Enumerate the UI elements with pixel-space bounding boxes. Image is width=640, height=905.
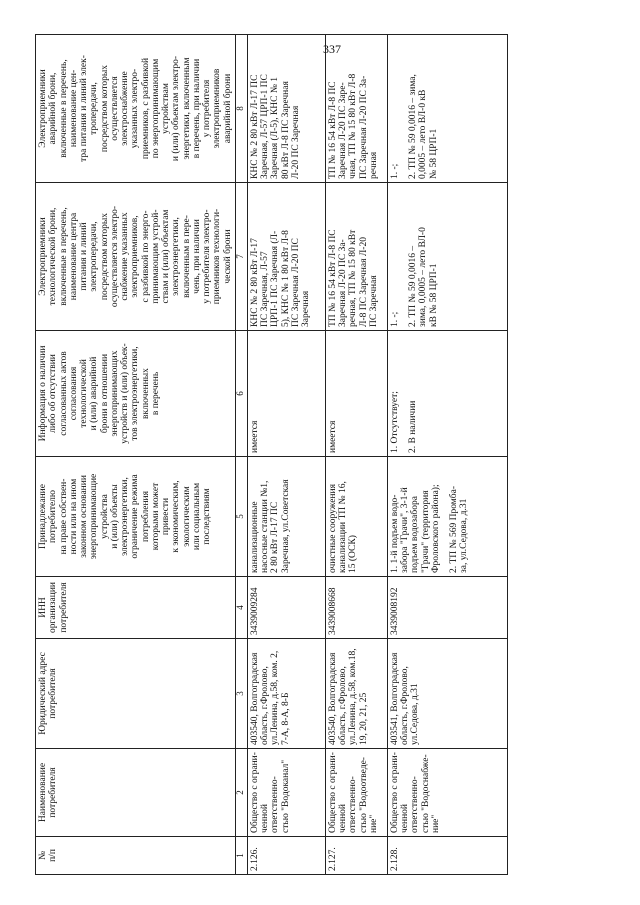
- table-row: [325, 35, 387, 875]
- emergency-armor-item: 2. ТП № 59 0,0016 – зима, 0,0005 – лето ВЛ-0 кВ № 58 ЦРП-1: [408, 74, 439, 179]
- emergency-armor-cell: ТП № 16 54 кВт Л-8 ПС Заречная Л-20 ПС Заре- чная, ТП № 15 80 кВт Л-8 ПС Заречная Л-20 ПС За- речная: [325, 35, 387, 183]
- inn-value: 3439008192: [387, 577, 507, 639]
- header-num: № п/п: [36, 837, 236, 875]
- header-inn: ИНН организации потребителя: [36, 577, 236, 639]
- consumer-name: Общество с ограни- ченной ответственно- стью "Водоотведе- ние": [325, 749, 387, 837]
- page-number: 337: [323, 42, 341, 56]
- emergency-armor-item: 1. -;: [389, 163, 400, 179]
- tech-armor-cell: КНС № 2 80 кВт Л-17 ПС Заречная, Л-57 ЦРП-1 ПС Заречная (Л- 5), КНС № 1 80 кВт Л-8 ПС Заречная Л-20 ПС Заречная: [247, 183, 325, 331]
- tech-armor-item: 2. ТП № 59 0,0016 – зима, 0,0005 – лето ВЛ-0 кВ № 58 ЦРП-1: [408, 227, 439, 327]
- header-emergency-armor: Электроприемники аварийной брони, включенные в перечень, наименование цен- тра питания и линий элек- тропередачи, посредством которых осуществляется электроснабжение указанных электро- приемников, с разбивкой по энергопринимающим устройствам и (или) объектам электро- энергетики, включенным в перечень, при наличии у потребителя электроприемников аварийной брони: [36, 35, 236, 183]
- acts-item: 2. В наличии: [408, 400, 418, 453]
- legal-address: 403541, Волгоградская область, г.Фролово, ул.Седова, д.31: [387, 639, 507, 749]
- column-index: 2: [235, 749, 247, 837]
- inn-value: 3439008668: [325, 577, 387, 639]
- legal-address: 403540, Волгоградская область, г.Фролово, ул.Ленина, д.58, ком.18, 19, 20, 21, 25: [325, 639, 387, 749]
- inn-value: 3439009284: [247, 577, 325, 639]
- objects-item: 2. ТП № 569 Промба- за, ул.Седова, д.31: [449, 485, 470, 573]
- objects-item: 1. 1-й подъем водо- забора "Грачи", 3-1-й подъем водозабора "Грачи" (территория Фроловского района);: [389, 484, 441, 573]
- consumer-name: Общество с ограни- ченной ответственно- стью "Водоканал": [247, 749, 325, 837]
- objects-cell: канализационные насосные станции №1, 2 80 кВт Л-17 ПС Заречная, ул.Советская: [247, 457, 325, 577]
- emergency-armor-cell: КНС № 2 80 кВт Л-17 ПС Заречная, Л-57 ЦРП-1 ПС Заречная (Л-5), КНС № 1 80 кВт Л-8 ПС Заречная Л-20 ПС Заречная: [247, 35, 325, 183]
- rotated-table-container: [35, 35, 605, 875]
- column-index: 5: [235, 457, 247, 577]
- tech-armor-cell: [387, 183, 507, 331]
- column-index: 7: [235, 183, 247, 331]
- column-index: 4: [235, 577, 247, 639]
- header-address: Юридический адрес потребителя: [36, 639, 236, 749]
- consumer-name: Общество с ограни- ченной ответственно- стью "Водоснабже- ние": [387, 749, 507, 837]
- header-objects: Принадлежание потребителю на праве собствен- ности или на ином законном основании энергопринимающие устройства и (или) объекты электроэнергетики, ограничение режима потребления которыми может привести к экономическим, экологическим или социальным последствиям: [36, 457, 236, 577]
- acts-cell: имеется: [325, 331, 387, 457]
- acts-cell: [387, 331, 507, 457]
- row-number: 2.127.: [325, 837, 387, 875]
- column-index-row: [235, 35, 247, 875]
- column-index: 8: [235, 35, 247, 183]
- row-number: 2.126.: [247, 837, 325, 875]
- objects-cell: [387, 457, 507, 577]
- header-acts: Информация о наличии либо об отсутствии согласованных актов согласования технологической и (или) аварийной брони в отношении энергопринимающих устройств и (или) объек- тов электроэнергетики, включенных в перечень: [36, 331, 236, 457]
- consumer-table: [35, 34, 508, 875]
- row-number: 2.128.: [387, 837, 507, 875]
- column-index: 6: [235, 331, 247, 457]
- acts-cell: имеется: [247, 331, 325, 457]
- objects-cell: очистные сооружения канализации ТП № 16, 15 (ОСК): [325, 457, 387, 577]
- header-tech-armor: Электроприемники технологической брони, включенные в перечень, наименование центра питания и линий электропередачи, посредством которых осуществляется электро- снабжение указанных электроприемников, с разбивкой по энерго- принимающим устрой- ствам и (или) объектам электроэнергетики, включенным в пере- чень, при наличии у потребителя электро- приемников технологи- ческой брони: [36, 183, 236, 331]
- legal-address: 403540, Волгоградская область, г.Фролово, ул.Ленина, д.58, ком. 2, 7-А, 8-А, 8-Б: [247, 639, 325, 749]
- table-row: [387, 35, 507, 875]
- acts-item: 1. Отсутствует;: [389, 391, 400, 453]
- column-index: 3: [235, 639, 247, 749]
- tech-armor-item: 1. -;: [389, 311, 400, 327]
- emergency-armor-cell: [387, 35, 507, 183]
- tech-armor-cell: ТП № 16 54 кВт Л-8 ПС Заречная Л-20 ПС За- речная, ТП № 15 80 кВт Л-8 ПС Заречная Л-20 ПС Заречная: [325, 183, 387, 331]
- table-row: [247, 35, 325, 875]
- header-row: [36, 35, 236, 875]
- header-name: Наименование потребителя: [36, 749, 236, 837]
- column-index: 1: [235, 837, 247, 875]
